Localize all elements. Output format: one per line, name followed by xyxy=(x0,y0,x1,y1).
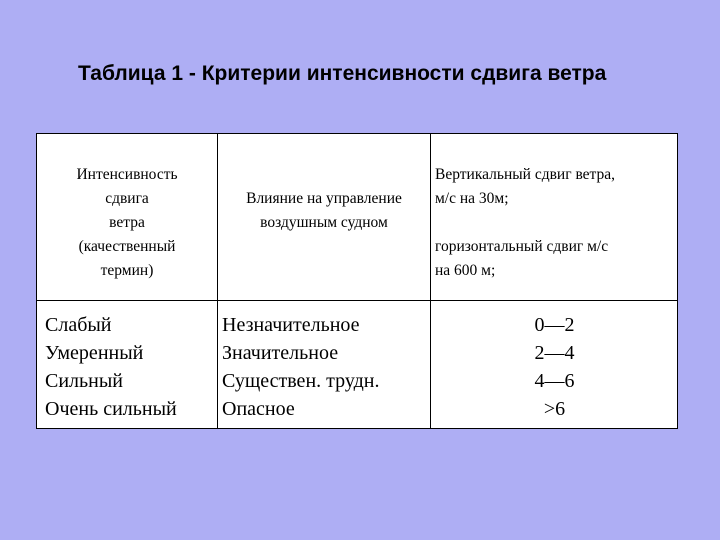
effect-column xyxy=(222,311,428,423)
header-divider xyxy=(37,300,677,301)
table-cell: Умеренный xyxy=(45,342,144,364)
table-cell: >6 xyxy=(543,398,566,420)
page-title: Таблица 1 - Критерии интенсивности сдвига ветра xyxy=(78,62,607,85)
header-intensity-line: ветра xyxy=(109,214,145,231)
table-cell: Существен. трудн. xyxy=(222,370,380,392)
table-cell: Очень сильный xyxy=(45,398,177,420)
table-cell: Опасное xyxy=(222,398,295,420)
value-column xyxy=(431,311,678,423)
intensity-column xyxy=(45,311,217,423)
header-effect-line: Влияние на управление xyxy=(246,190,402,207)
header-intensity-line: (качественный xyxy=(78,238,176,255)
header-shear-line: Вертикальный сдвиг ветра, xyxy=(435,166,616,183)
header-intensity-line: сдвига xyxy=(105,190,149,207)
header-intensity-line: Интенсивность xyxy=(76,166,178,183)
header-intensity xyxy=(37,163,217,283)
wind-shear-table xyxy=(36,133,678,429)
column-divider xyxy=(217,134,218,428)
table-cell: Значительное xyxy=(222,342,339,364)
table-cell: 4—6 xyxy=(534,370,575,392)
table-cell: Сильный xyxy=(45,370,123,392)
header-shear-line: на 600 м; xyxy=(435,262,496,279)
header-shear-line: м/с на 30м; xyxy=(435,190,509,207)
header-shear-line xyxy=(435,211,675,235)
table-cell: 2—4 xyxy=(534,342,575,364)
table-cell: Слабый xyxy=(45,314,112,336)
header-shear-line: горизонтальный сдвиг м/с xyxy=(435,238,609,255)
header-effect xyxy=(218,187,430,235)
header-intensity-line: термин) xyxy=(100,262,154,279)
table-cell: Незначительное xyxy=(222,314,360,336)
header-effect-line: воздушным судном xyxy=(260,214,388,231)
table-cell: 0—2 xyxy=(534,314,575,336)
header-shear xyxy=(435,163,675,283)
